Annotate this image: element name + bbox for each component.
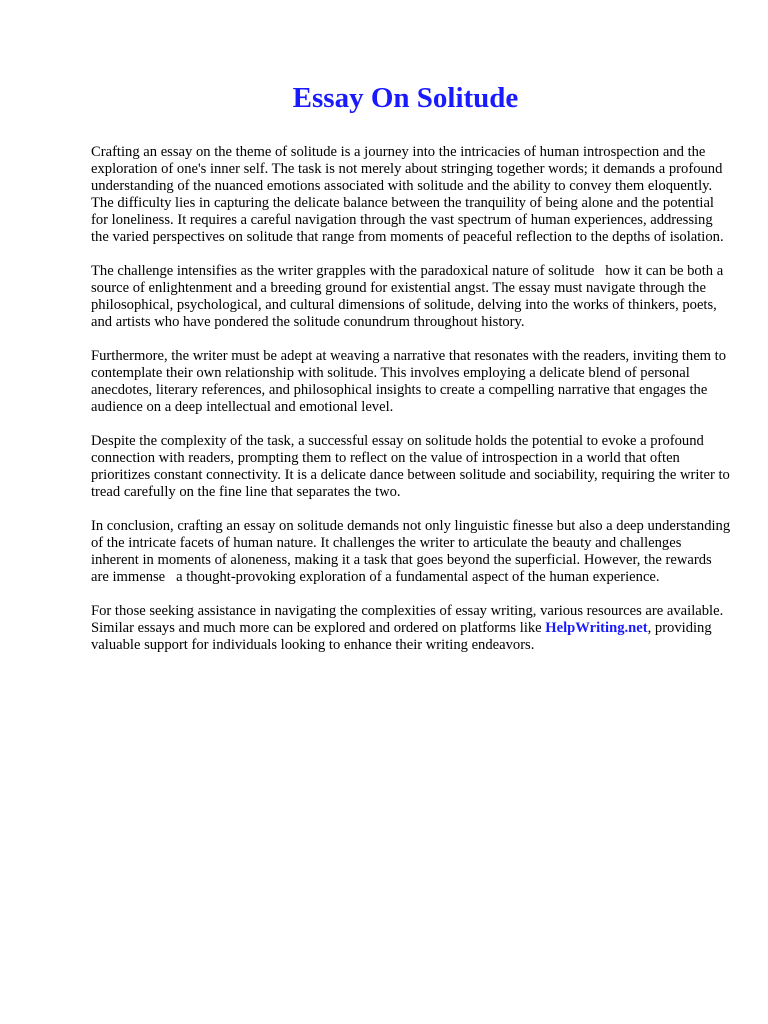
page-title: Essay On Solitude [292,82,519,114]
paragraph-6 [91,603,731,654]
paragraph-4: Despite the complexity of the task, a successful essay on solitude holds the potential to evoke a profound connection with readers, prompting them to reflect on the value of introspection in a world that often prioritizes constant connectivity. It is a delicate dance between solitude and sociability, requiring the writer to tread carefully on the fine line that separates the two. [91,432,730,501]
paragraph-6-outro: , providing valuable support for individuals looking to enhance their writing endeavors. [91,619,712,653]
paragraph-2: The challenge intensifies as the writer grapples with the paradoxical nature of solitude how it can be both a source of enlightenment and a breeding ground for existential angst. The essay must navigate through the philosophical, psychological, and cultural dimensions of solitude, delving into the works of thinkers, poets, and artists who have pondered the solitude conundrum throughout history. [91,263,724,331]
paragraph-3: Furthermore, the writer must be adept at weaving a narrative that resonates with the readers, inviting them to contemplate their own relationship with solitude. This involves employing a delicate blend of personal anecdotes, literary references, and philosophical insights to create a compelling narrative that engages the audience on a deep intellectual and emotional level. [91,347,727,416]
helpwriting-link[interactable]: HelpWriting.net [545,619,648,636]
paragraph-6-intro: For those seeking assistance in navigating the complexities of essay writing, various resources are available. Similar essays and much more can be explored and ordered on platforms like [91,602,724,636]
paragraph-5: In conclusion, crafting an essay on solitude demands not only linguistic finesse but also a deep understanding of the intricate facets of human nature. It challenges the writer to articulate the beauty and challenges inherent in moments of aloneness, making it a task that goes beyond the superficial. However, the rewards are immense a thought-provoking exploration of a fundamental aspect of the human experience. [91,517,731,585]
paragraph-1: Crafting an essay on the theme of solitude is a journey into the intricacies of human introspection and the exploration of one's inner self. The task is not merely about stringing together words; it demands a profound understanding of the nuanced emotions associated with solitude and the ability to convey them eloquently. The difficulty lies in capturing the delicate balance between the tranquility of being alone and the potential for loneliness. It requires a careful navigation through the vast spectrum of human experiences, addressing the varied perspectives on solitude that range from moments of peaceful reflection to the depths of isolation. [91,144,724,246]
essay-body [91,144,731,670]
